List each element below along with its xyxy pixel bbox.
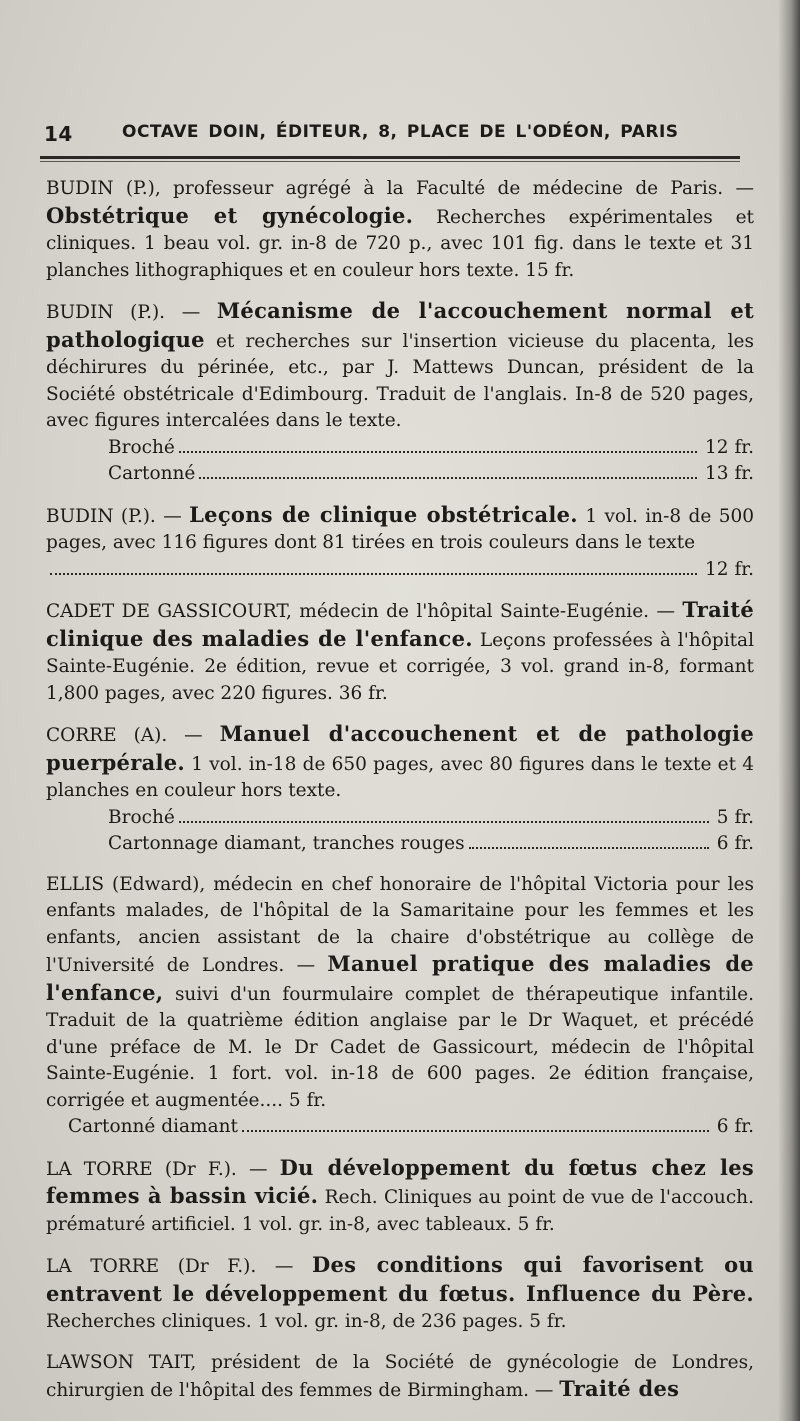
entry-text: Recherches expérimentales et cliniques. 1 beau vol. gr. in-8 de 720 p., avec 101 fig. dans le texte et 31 planches lithographiques et en couleur hors texte. 15 fr. — [46, 206, 754, 281]
price-value: 5 fr. — [716, 806, 754, 828]
catalog-entry — [46, 1155, 754, 1239]
entry-text: Rech. Cliniques au point de vue de l'accouch. prématuré artificiel. 1 vol. gr. in-8, avec tableaux. 5 fr. — [46, 1187, 754, 1235]
price-value: 12 fr. — [705, 558, 754, 580]
catalog-entry — [46, 298, 754, 488]
entry-author: LAWSON TAIT, président de la Société de gynécologie de Londres, chirurgien de l'hôpital des femmes de Birmingham. — — [46, 1351, 754, 1401]
entry-text: 1 vol. in-8 de 500 pages, avec 116 figures dont 81 tirées en trois couleurs dans le texte — [46, 505, 755, 553]
entry-title: Des conditions qui favorisent ou entravent le développement du fœtus. Influence du Père. — [46, 1252, 754, 1306]
entry-author: CORRE (A). — — [46, 725, 203, 746]
page-edge-shadow — [778, 0, 800, 1421]
entry-author: CADET DE GASSICOURT, médecin de l'hôpital Sainte-Eugénie. — — [46, 601, 675, 622]
price-value: 13 fr. — [705, 463, 754, 484]
price-line — [46, 557, 754, 584]
entry-author: LA TORRE (Dr F.). — — [46, 1158, 268, 1180]
entry-title: Obstétrique et gynécologie. — [46, 202, 414, 228]
entry-text: Recherches cliniques. 1 vol. gr. in-8, de 236 pages. 5 fr. — [46, 1311, 567, 1332]
header-rule-thin — [40, 161, 740, 162]
entry-text: et recherches sur l'insertion vicieuse du placenta, les déchirures du périnée, etc., par J. Mattews Duncan, président de la Société obstétricale d'Edimbourg. Traduit de l'anglais. In-8 de 520 pages, avec figures intercalées dans le texte. — [46, 330, 754, 431]
running-header — [44, 118, 744, 150]
entry-text: suivi d'un fourmulaire complet de thérapeutique infantile. Traduit de la quatrième édition anglaise par le Dr Waquet, et précédé d'une préface de M. le Dr Cadet de Gassicourt, médecin de l'hôpital Sainte-Eugénie. 1 fort. vol. in-18 de 600 pages. 2e édition française, corrigée et augmentée.... 5 fr. — [46, 983, 754, 1111]
leader-dots — [179, 821, 709, 823]
price-line — [46, 1114, 754, 1141]
catalog-entry — [46, 1350, 754, 1405]
catalog-listing — [46, 176, 754, 1419]
entry-author: ELLIS (Edward), médecin en chef honoraire de l'hôpital Victoria pour les enfants malades, de l'hôpital de la Samaritaine pour les femmes et les enfants, ancien assistant de la chaire d'obstétrique au collège de l'Université de Londres. — — [46, 873, 754, 976]
price-label: Cartonné — [108, 463, 196, 484]
catalog-entry — [46, 176, 754, 284]
entry-title: Du développement du fœtus chez les femmes à bassin vicié. — [46, 1154, 755, 1208]
leader-dots — [469, 847, 709, 849]
publisher-header: OCTAVE DOIN, ÉDITEUR, 8, PLACE DE L'ODÉON, PARIS — [122, 122, 679, 142]
entry-author: LA TORRE (Dr F.). — — [46, 1256, 294, 1277]
catalog-entry — [46, 872, 754, 1141]
entry-author: BUDIN (P.), professeur agrégé à la Faculté de médecine de Paris. — — [46, 178, 754, 199]
entry-author: BUDIN (P.). — — [46, 302, 201, 323]
price-label: Cartonnage diamant, tranches rouges — [108, 833, 465, 854]
leader-dots — [242, 1130, 709, 1132]
price-value: 6 fr. — [716, 833, 754, 854]
page-number: 14 — [44, 122, 73, 146]
price-line — [46, 461, 754, 488]
price-line — [46, 805, 754, 832]
entry-text: 1 vol. in-18 de 650 pages, avec 80 figures dans le texte et 4 planches en couleur hors texte. — [46, 753, 754, 801]
price-label: Broché — [108, 806, 175, 828]
leader-dots — [179, 451, 697, 453]
entry-title: Manuel d'accouchenent et de pathologie puerpérale. — [46, 721, 754, 775]
price-value: 12 fr. — [705, 436, 754, 458]
leader-dots — [50, 573, 697, 575]
price-line — [46, 831, 754, 858]
price-value: 6 fr. — [716, 1116, 754, 1137]
price-label: Cartonné diamant — [68, 1116, 238, 1137]
entry-title: Mécanisme de l'accouchement normal et pathologique — [46, 298, 754, 352]
entry-title: Leçons de clinique obstétricale. — [189, 501, 578, 527]
price-label: Broché — [108, 436, 175, 458]
leader-dots — [199, 477, 697, 479]
entry-title: Traité clinique des maladies de l'enfance. — [46, 597, 754, 651]
catalog-entry — [46, 1252, 754, 1336]
price-line — [46, 435, 754, 462]
catalog-entry — [46, 502, 754, 584]
entry-author: BUDIN (P.). — — [46, 505, 182, 527]
entry-text: Leçons professées à l'hôpital Sainte-Eugénie. 2e édition, revue et corrigée, 3 vol. grand in-8, formant 1,800 pages, avec 220 figures. 36 fr. — [46, 629, 754, 704]
catalog-entry — [46, 721, 754, 858]
entry-title: Traité des — [559, 1376, 680, 1401]
entry-title: Manuel pratique des maladies de l'enfance, — [46, 951, 754, 1005]
header-rule — [40, 156, 740, 159]
catalog-entry — [46, 597, 754, 707]
